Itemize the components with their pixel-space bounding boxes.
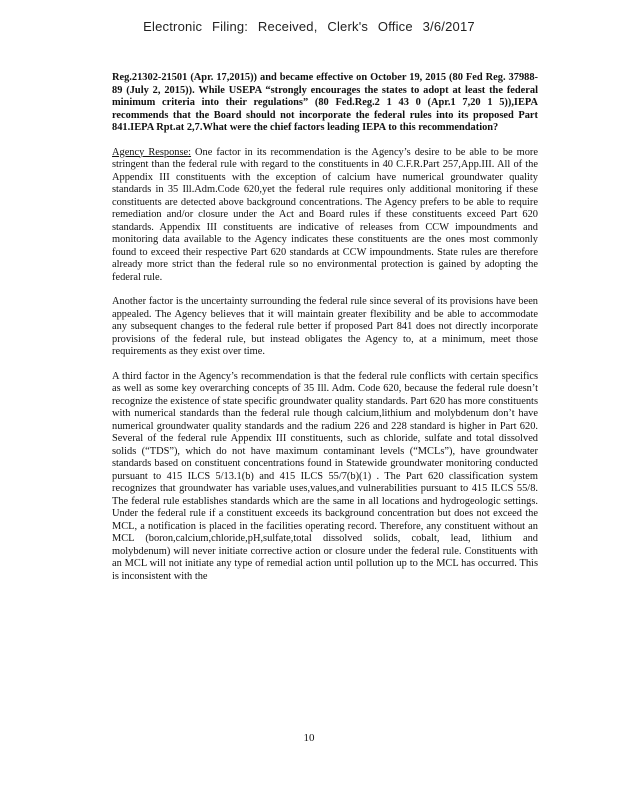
response-paragraph-1 [112, 147, 538, 285]
agency-response-label: Agency Response: [112, 146, 192, 158]
page-number: 10 [303, 732, 315, 744]
document-body [112, 72, 538, 595]
response-paragraph-2: Another factor is the uncertainty surrounding the federal rule since several of its provisions have been appealed. The Agency believes that it will maintain greater flexibility and be able to accommodate any subsequent changes to the federal rule better if proposed Part 841 does not directly incorporate provisions of the federal rule, but instead obligates the Agency to, at a minimum, meet those requirements as they exist over time. [112, 296, 538, 357]
response-paragraph-3: A third factor in the Agency’s recommendation is that the federal rule conflicts with certain specifics as well as some key overarching concepts of 35 Ill. Adm. Code 620, because the federal rule doesn’t recognize the existence of state specific groundwater quality standards. Part 620 has more constituents with numerical standards than the federal rule though calcium,lithium and molybdenum don’t have numerical groundwater quality standards and the radium 226 and 228 standard is higher in Part 620. Several of the federal rule Appendix III constituents, such as chloride, sulfate and total dissolved solids (“TDS”), which do not have maximum contaminant levels (“MCLs”), have groundwater standards based on constituent concentrations found in Statewide groundwater monitoring conducted pursuant to 415 ILCS 5/13.1(b) and 415 ILCS 55/7(b)(1) . The Part 620 classification system recognizes that groundwater has variable uses,values,and vulnerabilities pursuant to 415 ILCS 55/8. The federal rule establishes standards which are the same in all locations and hydrogeologic settings. Under the federal rule if a constituent exceeds its background concentration but does not exceed the MCL, a notification is placed in the facilities operating record. Therefore, any constituent without an MCL (boron,calcium,chloride,pH,sulfate,total dissolved solids, cobalt, lead, lithium and molybdenum) will never initiate corrective action or closure under the federal rule. Constituents with an MCL will not initiate any type of remedial action until pollution up to the MCL has occurred. This is inconsistent with the [112, 370, 538, 582]
filing-header: Electronic Filing: Received, Clerk's Office 3/6/2017 [143, 19, 475, 34]
response-paragraph-1-text: One factor in its recommendation is the Agency’s desire to be able to be more stringent than the federal rule with regard to the constituents in 40 C.F.R.Part 257,App.III. All of the Appendix III constituents with the exception of calcium have numerical groundwater quality standards in 35 Ill.Adm.Code 620,yet the federal rule requires only additional monitoring if these constituents are detected above background concentrations. The Agency prefers to be able to require remediation and/or closure under the Act and Board rules if these constituents exceed Part 620 standards. Appendix III constituents are indicative of releases from CCW impoundments and monitoring data available to the Agency indicates these constituents are the ones most commonly found to exceed their respective Part 620 standards at CCW impoundments. State rules are therefore already more strict than the federal rule so no environmental protection is gained by adopting the federal rule. [112, 146, 538, 283]
question-paragraph: Reg.21302-21501 (Apr. 17,2015)) and became effective on October 19, 2015 (80 Fed Reg. 37988-89 (July 2, 2015)). While USEPA “strongly encourages the states to adopt at least the federal minimum criteria into their regulations” (80 Fed.Reg.2 1 43 0 (Apr.1 7,20 1 5)),IEPA recommends that the Board should not incorporate the federal rules into its proposed Part 841.IEPA Rpt.at 2,7.What were the chief factors leading IEPA to this recommendation? [112, 72, 538, 133]
